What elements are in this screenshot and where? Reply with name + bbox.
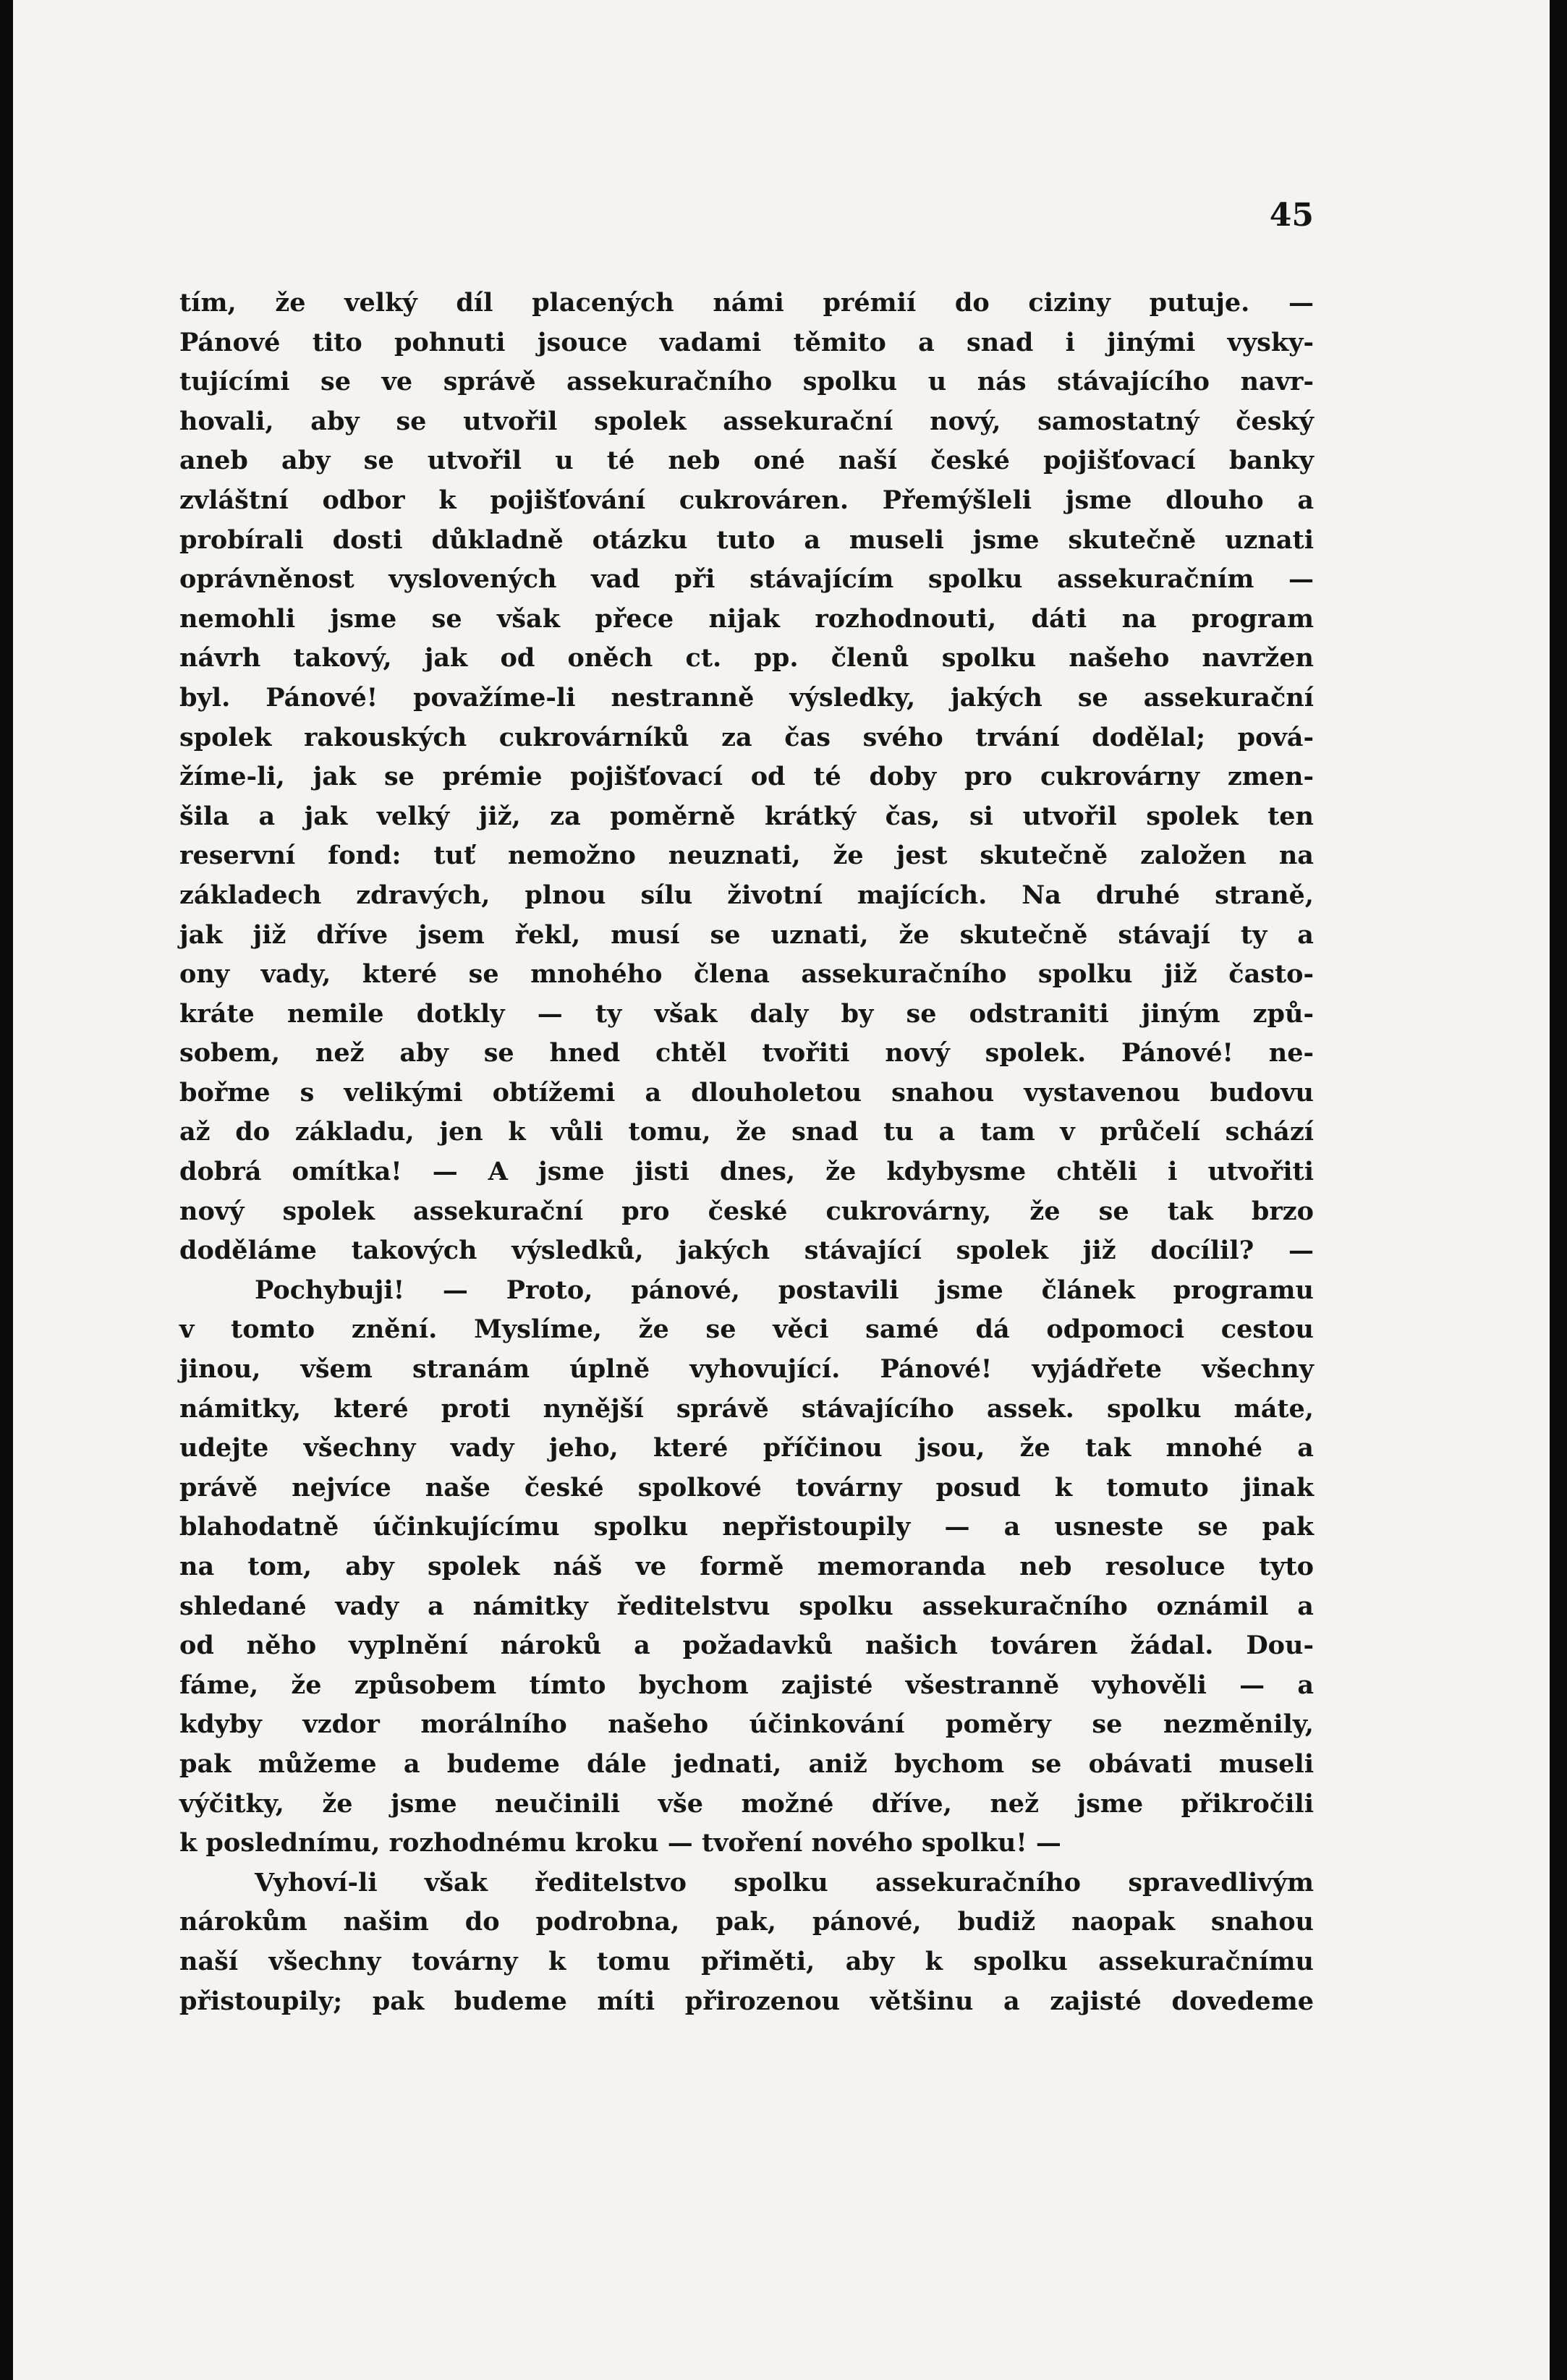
- book-page: [13, 0, 1553, 2380]
- text-line: probírali dosti důkladně otázku tuto a museli jsme skutečně uznati: [179, 524, 1314, 555]
- text-line: výčitky, že jsme neučinili vše možné dříve, než jsme přikročili: [179, 1788, 1314, 1819]
- text-line: na tom, aby spolek náš ve formě memoranda neb resoluce tyto: [179, 1552, 1314, 1581]
- text-line: dobrá omítka! — A jsme jisti dnes, že kdybysme chtěli i utvořiti: [179, 1157, 1314, 1187]
- text-line: sobem, než aby se hned chtěl tvořiti nový spolek. Pánové! ne-: [179, 1038, 1314, 1068]
- text-line: zvláštní odbor k pojišťování cukrováren. Přemýšleli jsme dlouho a: [179, 485, 1314, 515]
- text-line: od něho vyplnění nároků a požadavků našich továren žádal. Dou-: [179, 1631, 1314, 1661]
- text-line: přistoupily; pak budeme míti přirozenou většinu a zajisté dovedeme: [179, 1986, 1314, 2016]
- text-line: jinou, všem stranám úplně vyhovující. Pánové! vyjádřete všechny: [179, 1354, 1314, 1385]
- text-line: bořme s velikými obtížemi a dlouholetou snahou vystavenou budovu: [179, 1077, 1314, 1108]
- text-line: byl. Pánové! považíme-li nestranně výsledky, jakých se assekurační: [179, 682, 1314, 713]
- text-line: nemohli jsme se však přece nijak rozhodnouti, dáti na program: [179, 603, 1314, 634]
- text-line: žíme-li, jak se prémie pojišťovací od té doby pro cukrovárny zmen-: [179, 762, 1314, 792]
- text-line: udejte všechny vady jeho, které příčinou jsou, že tak mnohé a: [179, 1433, 1314, 1463]
- text-line: aneb aby se utvořil u té neb oné naší české pojišťovací banky: [179, 446, 1314, 476]
- text-line: námitky, které proti nynější správě stávajícího assek. spolku máte,: [179, 1393, 1314, 1424]
- text-line: ony vady, které se mnohého člena assekuračního spolku již často-: [179, 959, 1314, 990]
- text-line: právě nejvíce naše české spolkové továrny posud k tomuto jinak: [179, 1472, 1314, 1503]
- text-line: fáme, že způsobem tímto bychom zajisté všestranně vyhověli — a: [179, 1670, 1314, 1700]
- text-line: pak můžeme a budeme dále jednati, aniž bychom se obávati museli: [179, 1748, 1314, 1779]
- text-line: doděláme takových výsledků, jakých stávající spolek již docílil? —: [179, 1236, 1314, 1266]
- text-line: blahodatně účinkujícímu spolku nepřistoupily — a usneste se pak: [179, 1512, 1314, 1542]
- text-line: Pánové tito pohnuti jsouce vadami těmito a snad i jinými vysky-: [179, 327, 1314, 357]
- scan-border: [1550, 0, 1567, 2380]
- text-line: shledané vady a námitky ředitelstvu spolku assekuračního oznámil a: [179, 1591, 1314, 1621]
- text-line: kdyby vzdor morálního našeho účinkování poměry se nezměnily,: [179, 1709, 1314, 1740]
- text-line: oprávněnost vyslovených vad při stávajícím spolku assekuračním —: [179, 564, 1314, 595]
- text-line: tím, že velký díl placených námi prémií do ciziny putuje. —: [179, 288, 1314, 318]
- text-line: naší všechny továrny k tomu přiměti, aby k spolku assekuračnímu: [179, 1946, 1314, 1976]
- text-line: šila a jak velký již, za poměrně krátký čas, si utvořil spolek ten: [179, 801, 1314, 831]
- page-number: 45: [1269, 197, 1314, 234]
- paragraph-first-line: Vyhoví-li však ředitelstvo spolku assekuračního spravedlivým: [255, 1867, 1314, 1897]
- text-line: nový spolek assekurační pro české cukrovárny, že se tak brzo: [179, 1196, 1314, 1226]
- text-line: spolek rakouských cukrovárníků za čas svého trvání dodělal; pová-: [179, 722, 1314, 752]
- text-line: v tomto znění. Myslíme, že se věci samé dá odpomoci cestou: [179, 1314, 1314, 1345]
- text-line: tujícími se ve správě assekuračního spolku u nás stávajícího navr-: [179, 367, 1314, 397]
- text-line: kráte nemile dotkly — ty však daly by se odstraniti jiným způ-: [179, 998, 1314, 1029]
- text-line: reservní fond: tuť nemožno neuznati, že jest skutečně založen na: [179, 841, 1314, 871]
- text-line: základech zdravých, plnou sílu životní majících. Na druhé straně,: [179, 880, 1314, 910]
- text-line: návrh takový, jak od oněch ct. pp. členů spolku našeho navržen: [179, 643, 1314, 673]
- text-line: nárokům našim do podrobna, pak, pánové, budiž naopak snahou: [179, 1907, 1314, 1937]
- text-line: až do základu, jen k vůli tomu, že snad tu a tam v průčelí schází: [179, 1117, 1314, 1147]
- text-line: hovali, aby se utvořil spolek assekurační nový, samostatný český: [179, 406, 1314, 436]
- text-line: jak již dříve jsem řekl, musí se uznati, že skutečně stávají ty a: [179, 919, 1314, 950]
- paragraph-last-line: k poslednímu, rozhodnému kroku — tvoření nového spolku! —: [179, 1828, 1061, 1858]
- paragraph-first-line: Pochybuji! — Proto, pánové, postavili jsme článek programu: [255, 1275, 1314, 1305]
- body-text: [179, 284, 1314, 2021]
